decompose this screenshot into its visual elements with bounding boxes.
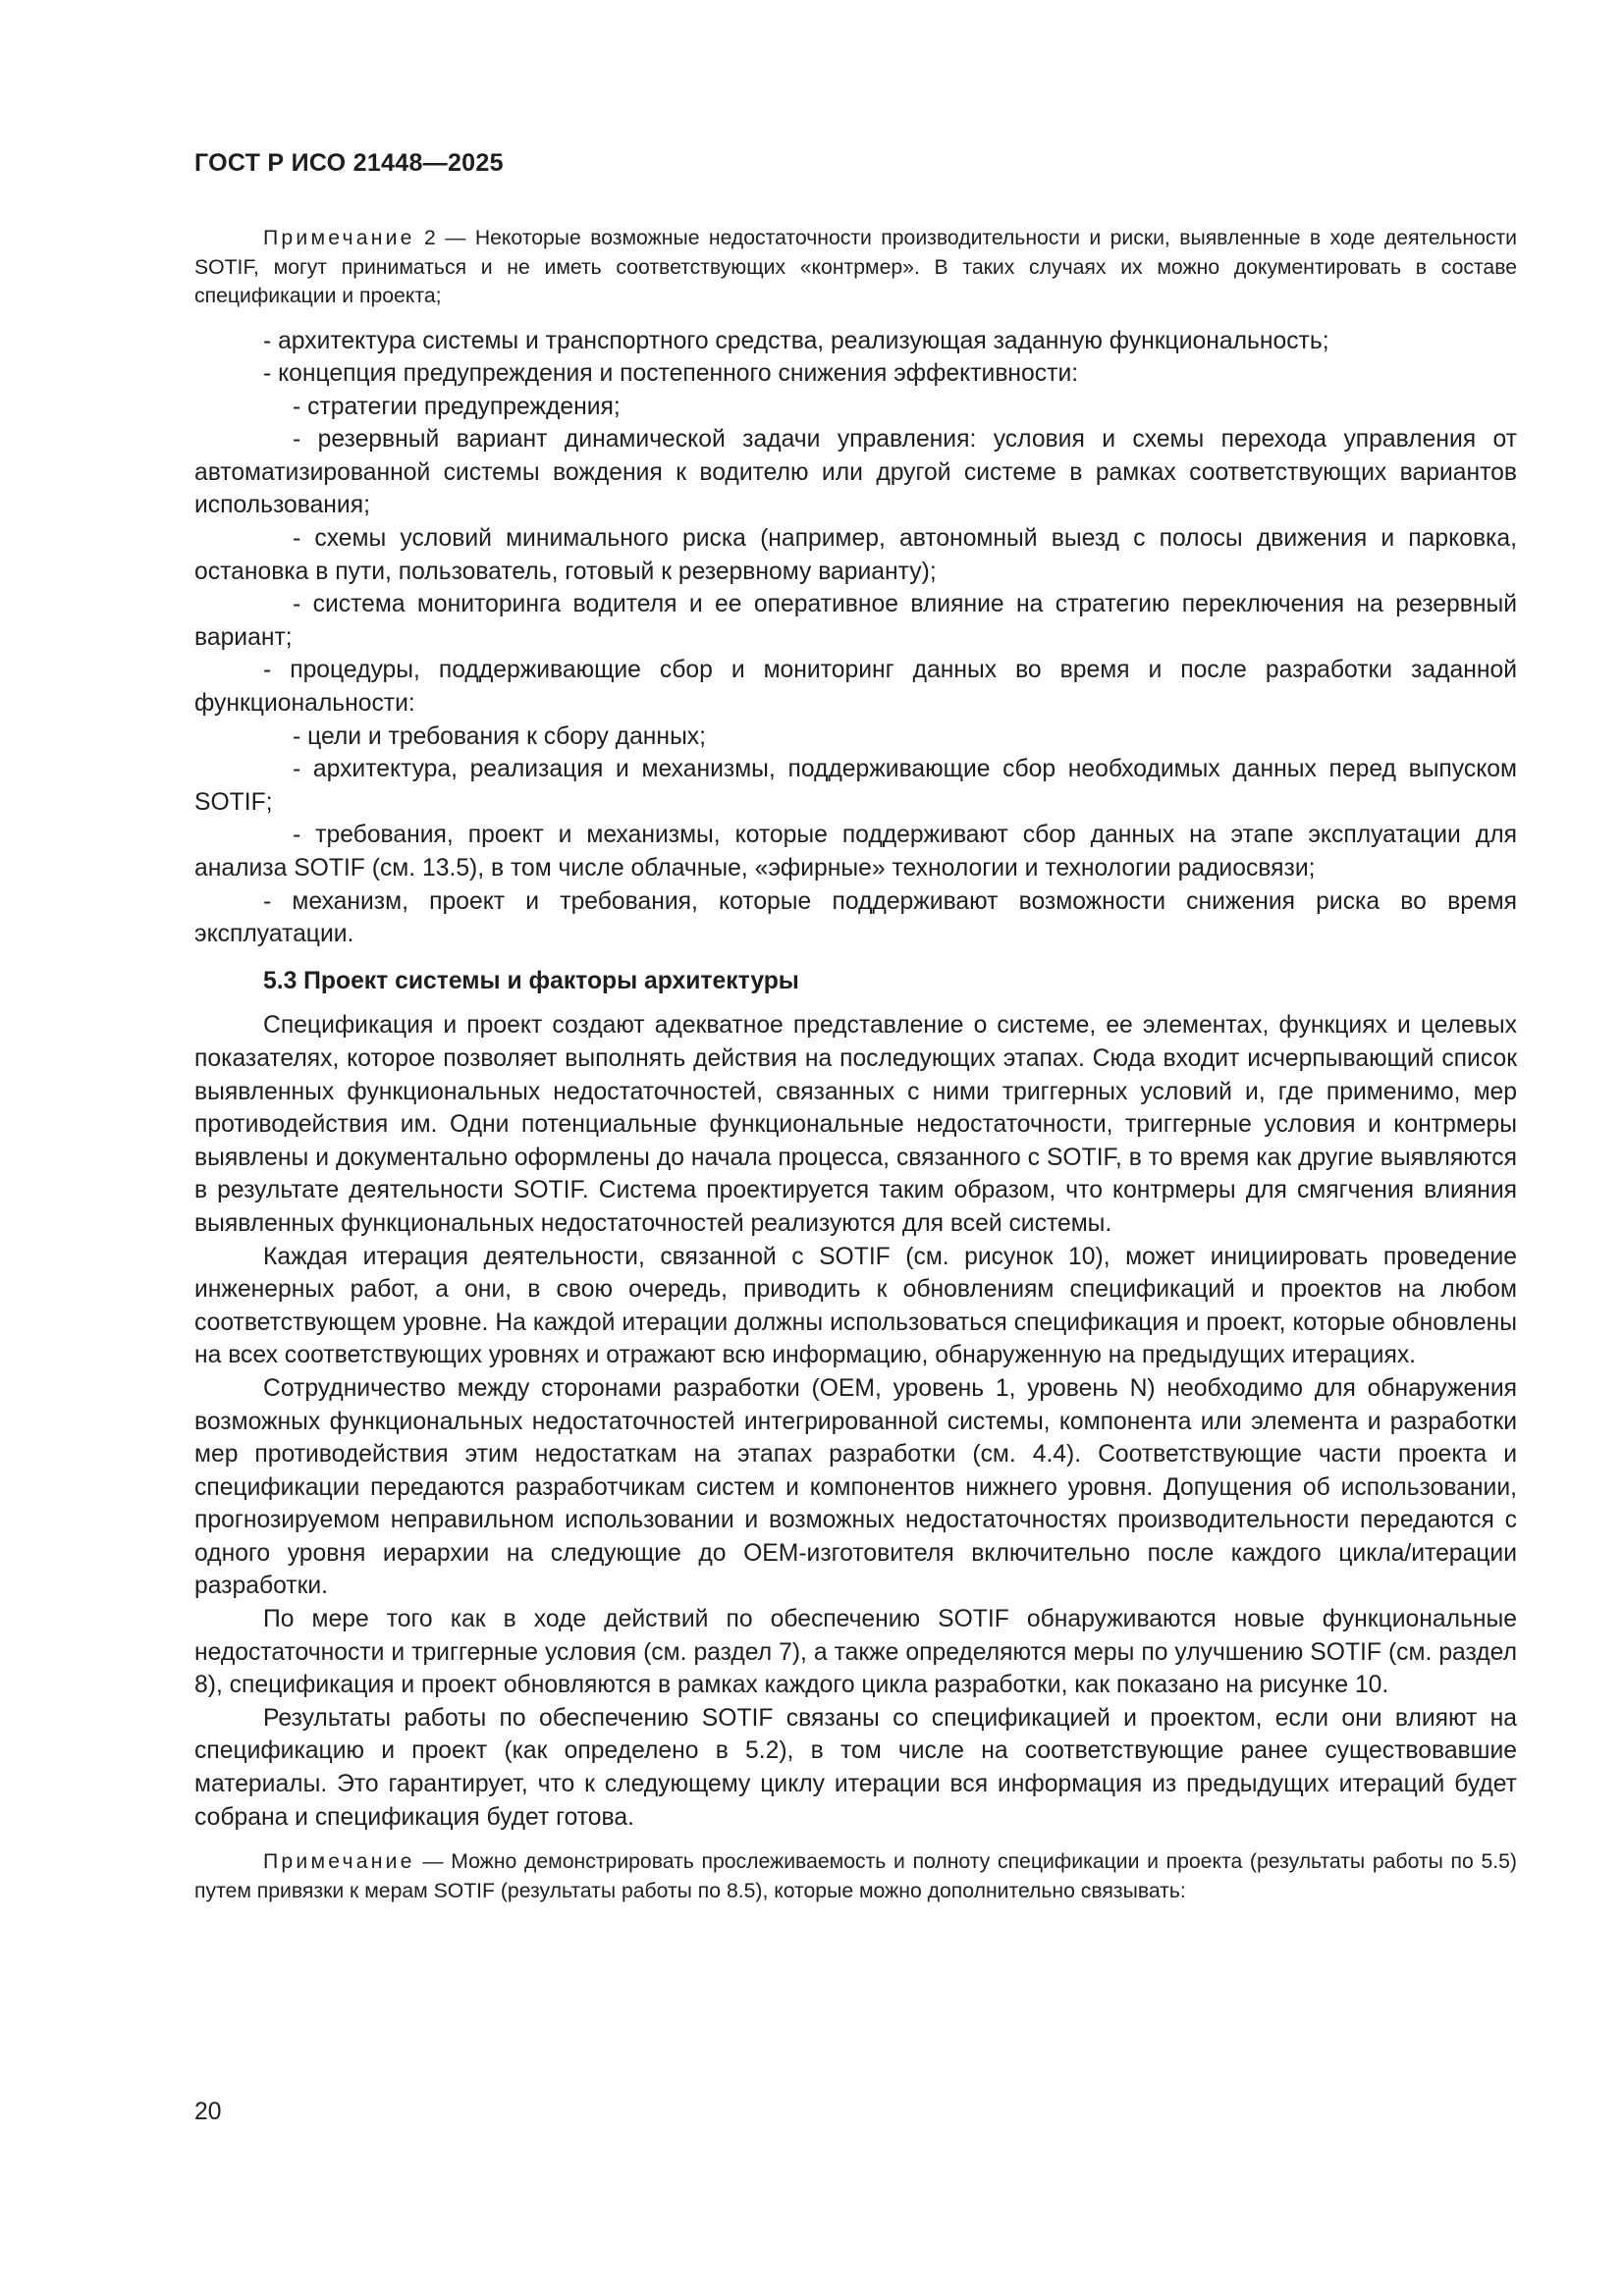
list-item: - процедуры, поддерживающие сбор и мониторинг данных во время и после разработки заданной функциональности: <box>194 657 1517 718</box>
body-paragraph: Результаты работы по обеспечению SOTIF связаны со спецификацией и проектом, если они влияют на спецификацию и проект (как определено в 5.2), в том числе на соответствующие ранее существовавшие материалы. Это гарантирует, что к следующему циклу итерации вся информация из предыдущих итераций будет собрана и спецификация будет готова. <box>194 1704 1517 1831</box>
list-item: - механизм, проект и требования, которые поддерживают возможности снижения риска во время эксплуатации. <box>194 887 1517 948</box>
section-heading: 5.3 Проект системы и факторы архитектуры <box>263 967 799 994</box>
page-number: 20 <box>194 2099 222 2125</box>
list-item: - архитектура системы и транспортного средства, реализующая заданную функциональность; <box>263 327 1329 354</box>
note-text: 2 — Некоторые возможные недостаточности производительности и риски, выявленные в ходе деятельности SOTIF, могут приниматься и не иметь соответствующих «контрмер». В таких случаях их можно документировать в составе спецификации и проекта; <box>194 227 1517 307</box>
list-subitem: - схемы условий минимального риска (например, автономный выезд с полосы движения и парковка, остановка в пути, пользователь, готовый к резервному варианту); <box>194 525 1517 585</box>
page-content <box>194 224 1517 1919</box>
list-subitem: - требования, проект и механизмы, которые поддерживают сбор данных на этапе эксплуатации для анализа SOTIF (см. 13.5), в том числе облачные, «эфирные» технологии и технологии радиосвязи; <box>194 822 1517 881</box>
list-item: - концепция предупреждения и постепенного снижения эффективности: <box>263 360 1079 388</box>
body-paragraph: Каждая итерация деятельности, связанной с SOTIF (см. рисунок 10), может инициировать проведение инженерных работ, а они, в свою очередь, приводить к обновлениям спецификаций и проектов на любом соответствующем уровне. На каждой итерации должны использоваться спецификация и проект, которые обновлены на всех соответствующих уровнях и отражают всю информацию, обнаруженную на предыдущих итерациях. <box>194 1243 1517 1369</box>
body-paragraph: Сотрудничество между сторонами разработки (OEM, уровень 1, уровень N) необходимо для обнаружения возможных функциональных недостаточностей интегрированной системы, компонента или элемента и разработки мер противодействия этим недостаткам на этапах разработки (см. 4.4). Соответствующие части проекта и спецификации передаются разработчикам систем и компонентов нижнего уровня. Допущения об использовании, прогнозируемом неправильном использовании и возможных недостаточностях производительности передаются с одного уровня иерархии на следующие до OEM-изготовителя включительно после каждого цикла/итерации разработки. <box>194 1374 1517 1600</box>
note-text: — Можно демонстрировать прослеживаемость и полноту спецификации и проекта (результаты работы по 5.5) путем привязки к мерам SOTIF (результаты работы по 8.5), которые можно дополнительно связывать: <box>194 1850 1517 1902</box>
note-label: Примечание <box>263 1850 415 1874</box>
list-subitem: - архитектура, реализация и механизмы, поддерживающие сбор необходимых данных перед выпуском SOTIF; <box>194 756 1517 816</box>
list-subitem: - цели и требования к сбору данных; <box>293 722 707 750</box>
body-paragraph: Спецификация и проект создают адекватное представление о системе, ее элементах, функциях и целевых показателях, которое позволяет выполнять действия на последующих этапах. Сюда входит исчерпывающий список выявленных функциональных недостаточностей, связанных с ними триггерных условий и, где применимо, мер противодействия им. Одни потенциальные функциональные недостаточности, триггерные условия и контрмеры выявлены и документально оформлены до начала процесса, связанного с SOTIF, в то время как другие выявляются в результате деятельности SOTIF. Система проектируется таким образом, что контрмеры для смягчения влияния выявленных функциональных недостаточностей реализуются для всей системы. <box>194 1012 1517 1237</box>
list-subitem: - система мониторинга водителя и ее оперативное влияние на стратегию переключения на резервный вариант; <box>194 591 1517 651</box>
body-paragraph: По мере того как в ходе действий по обеспечению SOTIF обнаруживаются новые функциональные недостаточности и триггерные условия (см. раздел 7), а также определяются меры по улучшению SOTIF (см. раздел 8), спецификация и проект обновляются в рамках каждого цикла разработки, как показано на рисунке 10. <box>194 1606 1517 1699</box>
document-header: ГОСТ Р ИСО 21448—2025 <box>194 149 504 177</box>
list-subitem: - стратегии предупреждения; <box>293 393 621 420</box>
note-label: Примечание <box>263 227 415 249</box>
note-2 <box>194 224 1517 311</box>
list-subitem: - резервный вариант динамической задачи управления: условия и схемы перехода управления от автоматизированной системы вождения к водителю или другой системе в рамках соответствующих вариантов использования; <box>194 426 1517 519</box>
note-final <box>194 1847 1517 1905</box>
